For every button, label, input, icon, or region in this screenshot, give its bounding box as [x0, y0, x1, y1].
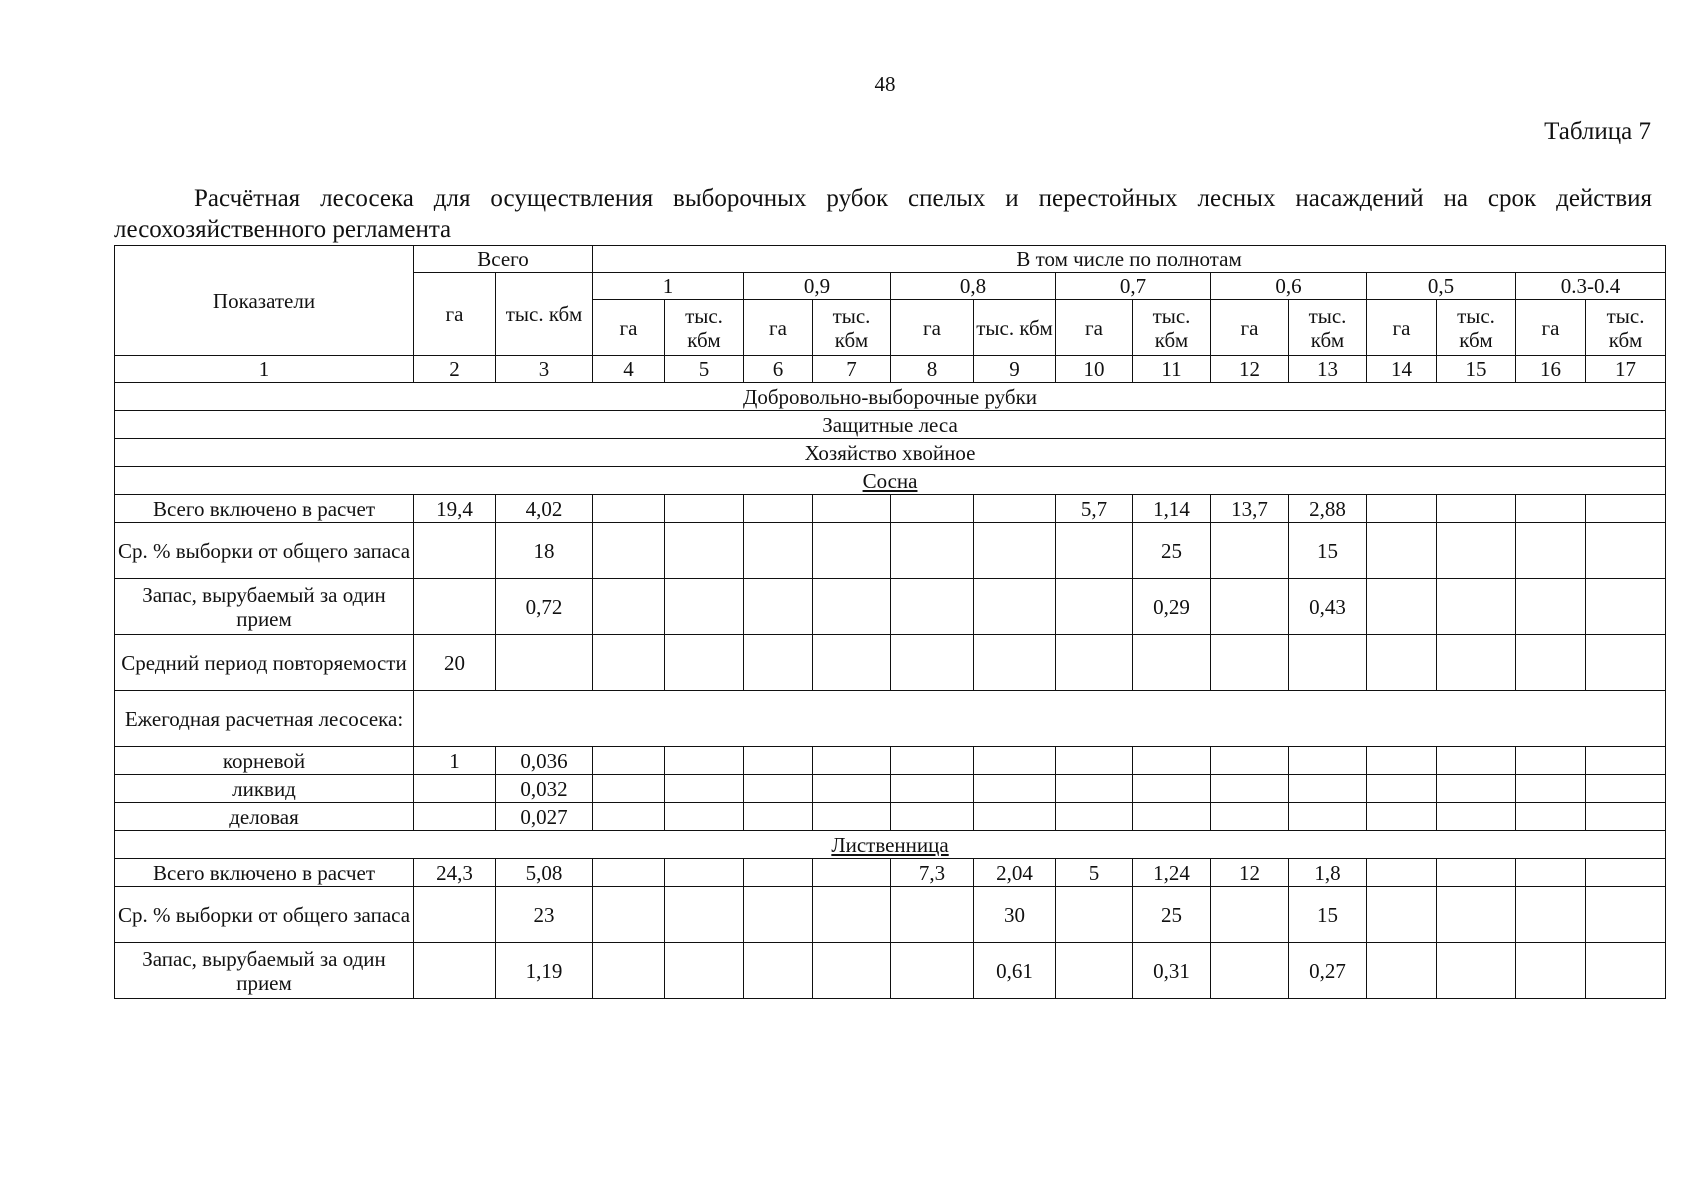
- table-cell: 15: [1289, 887, 1367, 943]
- row-label: Средний период повторяемости: [115, 635, 414, 691]
- table-cell: [1437, 635, 1516, 691]
- column-numbers-row: [115, 356, 1666, 383]
- table-cell: [1211, 887, 1289, 943]
- table-cell: [891, 747, 974, 775]
- table-row: [115, 579, 1666, 635]
- table-cell: 12: [1211, 859, 1289, 887]
- column-number-cell: 8: [891, 356, 974, 383]
- table-cell: [1056, 635, 1133, 691]
- table-cell: [891, 803, 974, 831]
- felling-table: [114, 245, 1666, 999]
- header-total-volume: тыс. кбм: [496, 273, 593, 356]
- header-density-06: 0,6: [1211, 273, 1367, 300]
- table-cell: [1516, 775, 1586, 803]
- header-unit-ha: га: [744, 300, 813, 356]
- annual-felling-label: Ежегодная расчетная лесосека:: [115, 691, 414, 747]
- table-cell: [891, 887, 974, 943]
- table-cell: [1437, 803, 1516, 831]
- table-cell: [1211, 579, 1289, 635]
- table-cell: [813, 887, 891, 943]
- table-cell: 5,7: [1056, 495, 1133, 523]
- table-cell: [1437, 887, 1516, 943]
- table-cell: 0,032: [496, 775, 593, 803]
- table-cell: [813, 495, 891, 523]
- section-cutting-type: Добровольно-выборочные рубки: [115, 383, 1666, 411]
- header-unit-ha: га: [593, 300, 665, 356]
- table-cell: [1211, 775, 1289, 803]
- species-larch: [115, 831, 1666, 859]
- table-cell: [1586, 579, 1666, 635]
- table-cell: [665, 579, 744, 635]
- header-unit-volume: тыс. кбм: [1133, 300, 1211, 356]
- table-cell: 20: [414, 635, 496, 691]
- table-cell: 0,31: [1133, 943, 1211, 999]
- table-cell: [1211, 523, 1289, 579]
- table-cell: [813, 635, 891, 691]
- table-cell: [813, 803, 891, 831]
- header-by-density: В том числе по полнотам: [593, 246, 1666, 273]
- table-cell: 25: [1133, 523, 1211, 579]
- column-number-cell: 4: [593, 356, 665, 383]
- table-cell: [974, 775, 1056, 803]
- header-unit-ha: га: [1367, 300, 1437, 356]
- column-number-cell: 3: [496, 356, 593, 383]
- table-cell: [593, 579, 665, 635]
- column-number-cell: 2: [414, 356, 496, 383]
- table-cell: [1056, 887, 1133, 943]
- table-cell: 4,02: [496, 495, 593, 523]
- table-row: [115, 887, 1666, 943]
- table-cell: [414, 943, 496, 999]
- table-cell: [1516, 635, 1586, 691]
- table-cell: [665, 859, 744, 887]
- header-total-ha: га: [414, 273, 496, 356]
- header-density-09: 0,9: [744, 273, 891, 300]
- table-cell: [1056, 803, 1133, 831]
- header-unit-volume: тыс. кбм: [974, 300, 1056, 356]
- table-cell: [891, 523, 974, 579]
- table-cell: [593, 887, 665, 943]
- table-cell: [1516, 495, 1586, 523]
- table-cell: [1516, 579, 1586, 635]
- header-unit-ha: га: [1516, 300, 1586, 356]
- table-cell: [744, 495, 813, 523]
- table-cell: [1367, 747, 1437, 775]
- column-number-cell: 6: [744, 356, 813, 383]
- column-number-cell: 1: [115, 356, 414, 383]
- table-cell: [1437, 859, 1516, 887]
- table-cell: [1056, 747, 1133, 775]
- table-cell: [1586, 775, 1666, 803]
- species-larch-label: Лиственница: [831, 832, 949, 857]
- table-cell: 2,88: [1289, 495, 1367, 523]
- table-cell: [1586, 887, 1666, 943]
- column-number-cell: 11: [1133, 356, 1211, 383]
- table-cell: [813, 775, 891, 803]
- section-forest-type: Защитные леса: [115, 411, 1666, 439]
- table-cell: 30: [974, 887, 1056, 943]
- column-number-cell: 12: [1211, 356, 1289, 383]
- table-cell: [891, 635, 974, 691]
- table-row: [115, 523, 1666, 579]
- table-cell: [744, 579, 813, 635]
- table-cell: 0,43: [1289, 579, 1367, 635]
- table-cell: [1367, 495, 1437, 523]
- table-cell: [744, 747, 813, 775]
- row-label: Запас, вырубаемый за один прием: [115, 943, 414, 999]
- table-cell: [1516, 523, 1586, 579]
- table-cell: [891, 943, 974, 999]
- table-cell: [1586, 943, 1666, 999]
- header-density-03-04: 0.3-0.4: [1516, 273, 1666, 300]
- table-cell: [744, 859, 813, 887]
- table-cell: [593, 747, 665, 775]
- table-cell: [1211, 635, 1289, 691]
- table-label: Таблица 7: [1544, 118, 1651, 145]
- header-indicators: Показатели: [115, 246, 414, 356]
- table-cell: [891, 495, 974, 523]
- table-cell: [813, 747, 891, 775]
- header-density-08: 0,8: [891, 273, 1056, 300]
- table-cell: 13,7: [1211, 495, 1289, 523]
- table-cell: [1367, 579, 1437, 635]
- table-cell: [1133, 803, 1211, 831]
- table-caption: Расчётная лесосека для осуществления выборочных рубок спелых и перестойных лесных насаждений на срок действия лесохозяйственного регламента: [114, 185, 1652, 243]
- column-number-cell: 13: [1289, 356, 1367, 383]
- table-cell: [1056, 579, 1133, 635]
- header-density-05: 0,5: [1367, 273, 1516, 300]
- table-cell: [1367, 887, 1437, 943]
- column-number-cell: 5: [665, 356, 744, 383]
- table-cell: [1367, 803, 1437, 831]
- column-number-cell: 10: [1056, 356, 1133, 383]
- row-label: Всего включено в расчет: [115, 859, 414, 887]
- table-cell: [593, 495, 665, 523]
- table-cell: [813, 859, 891, 887]
- table-cell: 15: [1289, 523, 1367, 579]
- table-cell: 7,3: [891, 859, 974, 887]
- table-cell: [414, 579, 496, 635]
- table-cell: [665, 523, 744, 579]
- row-label: Запас, вырубаемый за один прием: [115, 579, 414, 635]
- table-cell: [1586, 747, 1666, 775]
- row-label: Ср. % выборки от общего запаса: [115, 523, 414, 579]
- row-label: Всего включено в расчет: [115, 495, 414, 523]
- section-economy: Хозяйство хвойное: [115, 439, 1666, 467]
- table-cell: 5,08: [496, 859, 593, 887]
- table-cell: 18: [496, 523, 593, 579]
- table-cell: [665, 635, 744, 691]
- table-cell: [1437, 943, 1516, 999]
- table-cell: [744, 943, 813, 999]
- table-cell: [744, 803, 813, 831]
- table-row: [115, 859, 1666, 887]
- table-cell: 1,14: [1133, 495, 1211, 523]
- table-cell: [1586, 803, 1666, 831]
- table-row: [115, 747, 1666, 775]
- table-cell: [1133, 775, 1211, 803]
- row-label: корневой: [115, 747, 414, 775]
- header-density-1: 1: [593, 273, 744, 300]
- table-cell: [593, 775, 665, 803]
- table-cell: [974, 495, 1056, 523]
- table-cell: [813, 579, 891, 635]
- row-label: Ср. % выборки от общего запаса: [115, 887, 414, 943]
- species-pine: [115, 467, 1666, 495]
- species-pine-label: Сосна: [862, 468, 918, 493]
- header-unit-volume: тыс. кбм: [813, 300, 891, 356]
- column-number-cell: 15: [1437, 356, 1516, 383]
- table-cell: [414, 775, 496, 803]
- table-row: [115, 775, 1666, 803]
- header-unit-volume: тыс. кбм: [1586, 300, 1666, 356]
- table-cell: [414, 523, 496, 579]
- table-cell: 0,61: [974, 943, 1056, 999]
- table-cell: [1586, 523, 1666, 579]
- table-cell: [891, 579, 974, 635]
- table-cell: [813, 523, 891, 579]
- header-unit-ha: га: [1211, 300, 1289, 356]
- table-cell: 5: [1056, 859, 1133, 887]
- table-cell: [1289, 775, 1367, 803]
- table-cell: [1437, 495, 1516, 523]
- table-cell: [593, 859, 665, 887]
- table-cell: [1437, 523, 1516, 579]
- table-cell: [593, 803, 665, 831]
- table-cell: [744, 887, 813, 943]
- header-unit-volume: тыс. кбм: [1289, 300, 1367, 356]
- table-cell: [1586, 635, 1666, 691]
- table-cell: [593, 523, 665, 579]
- table-cell: [1367, 523, 1437, 579]
- table-cell: [1586, 859, 1666, 887]
- table-cell: [1516, 887, 1586, 943]
- table-cell: 24,3: [414, 859, 496, 887]
- table-row: [115, 943, 1666, 999]
- table-cell: [974, 523, 1056, 579]
- table-cell: [1367, 859, 1437, 887]
- table-cell: [1437, 775, 1516, 803]
- table-cell: [593, 635, 665, 691]
- table-cell: 1: [414, 747, 496, 775]
- table-cell: [813, 943, 891, 999]
- table-cell: 1,8: [1289, 859, 1367, 887]
- table-cell: [665, 747, 744, 775]
- table-cell: [1516, 943, 1586, 999]
- header-unit-ha: га: [1056, 300, 1133, 356]
- table-cell: [1437, 579, 1516, 635]
- column-number-cell: 17: [1586, 356, 1666, 383]
- page-number: 48: [874, 72, 896, 96]
- table-cell: [1289, 803, 1367, 831]
- table-cell: [974, 747, 1056, 775]
- header-total: Всего: [414, 246, 593, 273]
- table-cell: [414, 803, 496, 831]
- header-density-07: 0,7: [1056, 273, 1211, 300]
- table-cell: [1056, 523, 1133, 579]
- table-cell: 2,04: [974, 859, 1056, 887]
- annual-felling-blank: [414, 691, 1666, 747]
- table-cell: 1,19: [496, 943, 593, 999]
- table-cell: [1211, 943, 1289, 999]
- row-label: ликвид: [115, 775, 414, 803]
- table-cell: [744, 523, 813, 579]
- table-cell: [496, 635, 593, 691]
- header-unit-ha: га: [891, 300, 974, 356]
- table-cell: [744, 775, 813, 803]
- table-cell: [1133, 747, 1211, 775]
- header-unit-volume: тыс. кбм: [665, 300, 744, 356]
- table-cell: [665, 775, 744, 803]
- table-cell: 0,72: [496, 579, 593, 635]
- column-number-cell: 7: [813, 356, 891, 383]
- table-cell: [414, 887, 496, 943]
- table-cell: [1211, 747, 1289, 775]
- column-number-cell: 9: [974, 356, 1056, 383]
- table-cell: 0,29: [1133, 579, 1211, 635]
- table-cell: [1211, 803, 1289, 831]
- table-cell: [1133, 635, 1211, 691]
- table-cell: 25: [1133, 887, 1211, 943]
- table-row: [115, 635, 1666, 691]
- table-cell: [891, 775, 974, 803]
- table-cell: 0,27: [1289, 943, 1367, 999]
- table-cell: 0,027: [496, 803, 593, 831]
- table-cell: [974, 635, 1056, 691]
- table-cell: [1516, 803, 1586, 831]
- table-cell: [744, 635, 813, 691]
- table-cell: [1586, 495, 1666, 523]
- header-unit-volume: тыс. кбм: [1437, 300, 1516, 356]
- column-number-cell: 14: [1367, 356, 1437, 383]
- table-cell: [665, 803, 744, 831]
- table-cell: [665, 887, 744, 943]
- column-number-cell: 16: [1516, 356, 1586, 383]
- table-cell: [1437, 747, 1516, 775]
- table-cell: [1516, 747, 1586, 775]
- table-cell: [1289, 635, 1367, 691]
- table-cell: [593, 943, 665, 999]
- table-cell: [665, 495, 744, 523]
- table-cell: [974, 579, 1056, 635]
- table-cell: 1,24: [1133, 859, 1211, 887]
- table-cell: [1516, 859, 1586, 887]
- table-cell: [1289, 747, 1367, 775]
- table-row: [115, 803, 1666, 831]
- table-cell: 0,036: [496, 747, 593, 775]
- table-cell: [974, 803, 1056, 831]
- table-cell: [1056, 943, 1133, 999]
- table-row: [115, 495, 1666, 523]
- table-cell: 19,4: [414, 495, 496, 523]
- table-cell: [1367, 775, 1437, 803]
- table-cell: 23: [496, 887, 593, 943]
- table-cell: [1367, 943, 1437, 999]
- table-cell: [1056, 775, 1133, 803]
- table-cell: [665, 943, 744, 999]
- row-label: деловая: [115, 803, 414, 831]
- table-cell: [1367, 635, 1437, 691]
